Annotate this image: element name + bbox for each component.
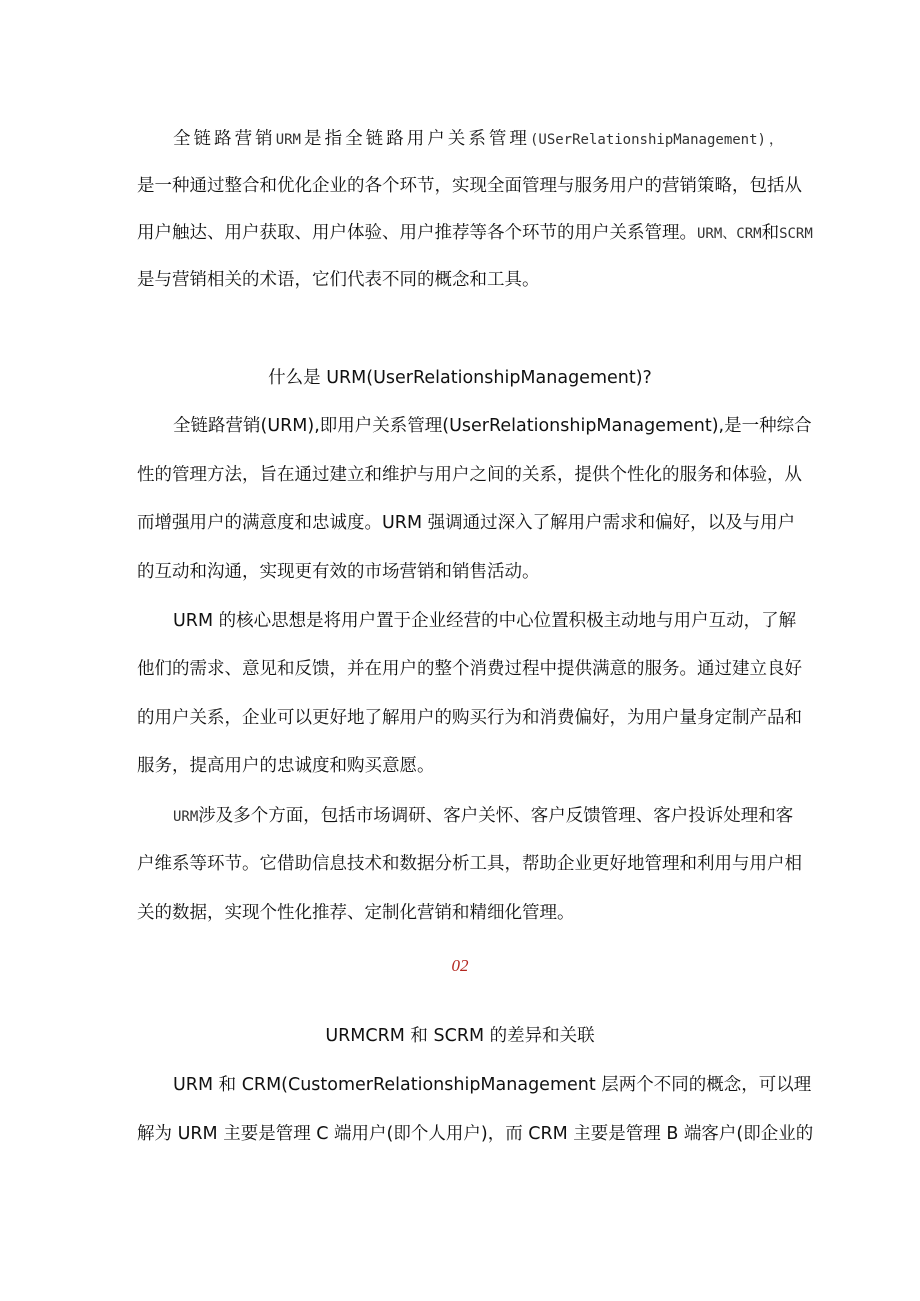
section-heading-differences: URMCRM 和 SCRM 的差异和关联 [325,1026,595,1046]
section-heading-what-is-urm: 什么是 URM(UserRelationshipManagement)? [268,368,652,388]
intro-term-urm: URM [275,132,301,148]
intro-text: 用户触达、用户获取、用户体验、用户推荐等各个环节的用户关系管理。 [137,223,697,243]
intro-term-scrm: SCRM [779,226,813,242]
intro-text: 全链路营销 [173,129,276,149]
intro-line-1 [173,127,783,152]
intro-terms: URM、CRM [697,226,762,242]
paragraph-line: 关的数据，实现个性化推荐、定制化营销和精细化管理。 [137,903,575,923]
paragraph-line: 的用户关系，企业可以更好地了解用户的购买行为和消费偏好，为用户量身定制产品和 [137,708,802,728]
intro-line-2: 是一种通过整合和优化企业的各个环节，实现全面管理与服务用户的营销策略，包括从 [137,176,802,196]
intro-text: 和 [761,223,780,243]
intro-text: 是指全链路用户关系管理 [301,129,530,149]
paragraph-text: 涉及多个方面，包括市场调研、客户关怀、客户反馈管理、客户投诉处理和客 [198,806,794,826]
section-number-marker: 02 [451,956,469,975]
paragraph-line: URM 的核心思想是将用户置于企业经营的中心位置积极主动地与用户互动，了解 [173,611,797,631]
paragraph-line: 全链路营销(URM),即用户关系管理(UserRelationshipManagement),是一种综合 [173,416,812,436]
intro-term-full: (USerRelationshipManagement)， [529,132,784,148]
paragraph-line: 他们的需求、意见和反馈，并在用户的整个消费过程中提供满意的服务。通过建立良好 [137,659,802,679]
term-urm: URM [173,809,199,825]
paragraph-line: 服务，提高用户的忠诚度和购买意愿。 [137,756,435,776]
paragraph-line: 性的管理方法，旨在通过建立和维护与用户之间的关系，提供个性化的服务和体验，从 [137,465,802,485]
paragraph-line: URM 和 CRM(CustomerRelationshipManagement 层两个不同的概念，可以理 [173,1075,812,1095]
paragraph-line [173,804,794,829]
paragraph-line: 户维系等环节。它借助信息技术和数据分析工具，帮助企业更好地管理和利用与用户相 [137,854,802,874]
paragraph-line: 而增强用户的满意度和忠诚度。URM 强调通过深入了解用户需求和偏好，以及与用户 [137,513,796,533]
paragraph-line: 的互动和沟通，实现更有效的市场营销和销售活动。 [137,562,540,582]
intro-line-3 [137,221,813,246]
paragraph-line: 解为 URM 主要是管理 C 端用户(即个人用户)，而 CRM 主要是管理 B 端客户(即企业的 [137,1124,814,1144]
intro-line-4: 是与营销相关的术语，它们代表不同的概念和工具。 [137,270,540,290]
